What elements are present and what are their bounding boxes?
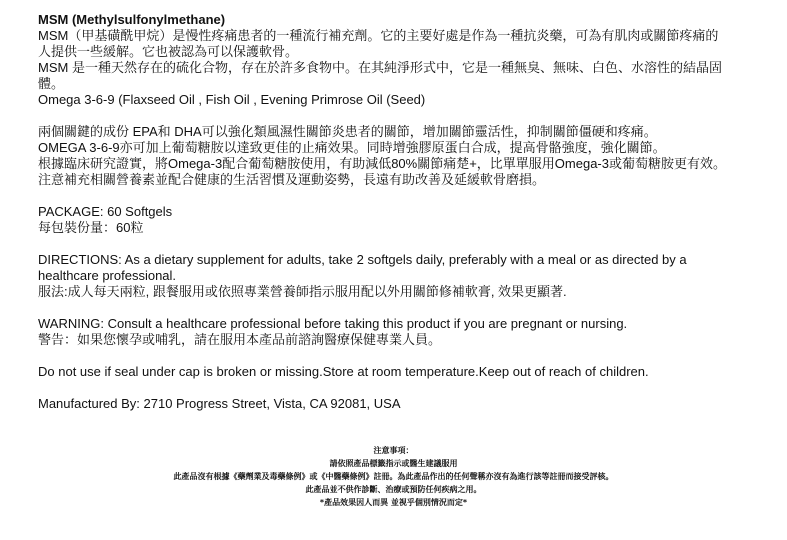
msm-description-line: 體。 xyxy=(38,76,65,91)
label-title: MSM (Methylsulfonylmethane) xyxy=(38,12,226,27)
storage-notice: Do not use if seal under cap is broken or missing.Store at room temperature.Keep out of reach of children. xyxy=(38,364,649,379)
msm-description-line: MSM（甲基磺酰甲烷）是慢性疼痛患者的一種流行補充劑。它的主要好處是作為一種抗炎藥，可為有肌肉或關節疼痛的 xyxy=(38,28,719,43)
footer-line: 此產品並不供作診斷、治療或預防任何疾病之用。 xyxy=(305,485,482,494)
footer-line: *產品效果因人而異 並視乎個別情況而定* xyxy=(319,498,468,507)
footer-line: 此產品沒有根據《藥劑業及毒藥條例》或《中醫藥條例》註冊。為此產品作出的任何聲稱亦沒有為進行該等註冊而接受評核。 xyxy=(173,472,614,481)
directions-chinese: 服法:成人每天兩粒, 跟餐服用或依照專業營養師指示服用配以外用關節修補軟膏, 效果更顯著. xyxy=(38,284,567,299)
package-chinese: 每包裝份量：60粒 xyxy=(38,220,144,235)
package-english: PACKAGE: 60 Softgels xyxy=(38,204,173,219)
product-label xyxy=(38,12,778,412)
footer-line: 請依照產品標籤指示或醫生建議服用 xyxy=(329,459,458,468)
msm-description-line: MSM 是一種天然存在的硫化合物，存在於許多食物中。在其純淨形式中，它是一種無臭、無味、白色、水溶性的結晶固 xyxy=(38,60,722,75)
directions-english: DIRECTIONS: As a dietary supplement for adults, take 2 softgels daily, preferably with a meal or as directed by a xyxy=(38,252,687,267)
omega-description-line: 兩個關鍵的成份 EPA和 DHA可以強化類風濕性關節炎患者的關節，增加關節靈活性，抑制關節僵硬和疼痛。 xyxy=(38,124,657,139)
omega-description-line: 注意補充相關營養素並配合健康的生活習慣及運動姿勢，長遠有助改善及延緩軟骨磨損。 xyxy=(38,172,546,187)
warning-chinese: 警告：如果您懷孕或哺乳，請在服用本產品前諮詢醫療保健專業人員。 xyxy=(38,332,442,347)
omega-description-line: 根據臨床研究證實，將Omega-3配合葡萄糖胺使用，有助減低80%關節痛楚+，比單單服用Omega-3或葡萄糖胺更有效。 xyxy=(38,156,726,171)
directions-english: healthcare professional. xyxy=(38,268,177,283)
footer-notice xyxy=(0,444,787,509)
manufacturer-address: Manufactured By: 2710 Progress Street, Vista, CA 92081, USA xyxy=(38,396,401,411)
footer-heading: 注意事項： xyxy=(373,446,414,455)
omega-description-line: OMEGA 3-6-9亦可加上葡萄糖胺以達致更佳的止痛效果。同時增強膠原蛋白合成，提高骨骼強度，強化關節。 xyxy=(38,140,666,155)
warning-english: WARNING: Consult a healthcare professional before taking this product if you are pregnant or nursing. xyxy=(38,316,628,331)
msm-description-line: 人提供一些緩解。它也被認為可以保護軟骨。 xyxy=(38,44,299,59)
omega-ingredient-line: Omega 3-6-9 (Flaxseed Oil , Fish Oil , Evening Primrose Oil (Seed) xyxy=(38,92,426,107)
